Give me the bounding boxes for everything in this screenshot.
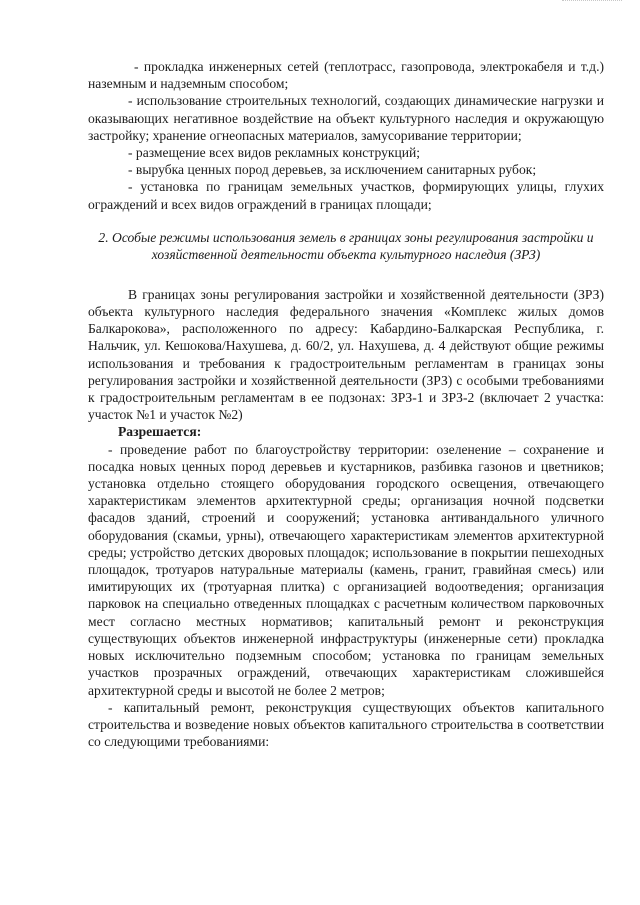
list-item: - размещение всех видов рекламных конструкций; [128, 145, 421, 161]
permitted-item: - капитальный ремонт, реконструкция существующих объектов капитального строительства и возведение новых объектов капитального строительства в соответствии со следующими требованиями: [88, 699, 604, 750]
intro-paragraph: В границах зоны регулирования застройки и хозяйственной деятельности (ЗРЗ) объекта культурного наследия федерального значения «Комплекс жилых домов Балкарокова», расположенного по адресу: Кабардино-Балкарская Республика, г. Нальчик, ул. Кешокова/Нахушева, д. 60/2, ул. Нахушева, д. 4 действуют общие режимы использования и требования к градостроительным регламентам в границах зоны регулирования застройки и хозяйственной деятельности (ЗРЗ) с особыми требованиями к градостроительным регламентам в ее подзонах: ЗРЗ-1 и ЗРЗ-2 (включает 2 участка: участок №1 и участок №2) [88, 286, 604, 423]
list-item: - использование строительных технологий, создающих динамические нагрузки и оказывающих негативное воздействие на объект культурного наследия и окружающую застройку; хранение огнеопасных материалов, замусоривание территории; [88, 93, 604, 143]
section-heading: 2. Особые режимы использования земель в границах зоны регулирования застройки и хозяйственной деятельности объекта культурного наследия (ЗРЗ) [98, 229, 594, 263]
permitted-item: - проведение работ по благоустройству территории: озеленение – сохранение и посадка новых ценных пород деревьев и кустарников, разбивка газонов и цветников; установка отдельно стоящего оборудования городского освещения, отвечающего характеристикам элементов архитектурной среды; организация ночной подсветки фасадов зданий, строений и сооружений; установка антивандального уличного оборудования (скамьи, урны), отвечающего характеристикам элементов архитектурной среды; устройство детских дворовых площадок; использование в покрытии пешеходных площадок, тротуаров натуральные материалы (камень, гранит, гравийная смесь) или имитирующих их (тротуарная плитка) с организацией водоотведения; организация парковок на специально отведенных площадках с расчетным количеством парковочных мест согласно местных нормативов; капитальный ремонт и реконструкция существующих объектов инженерной инфраструктуры (инженерные сети) прокладка новых исключительно подземным способом; установка по границам земельных участков прозрачных ограждений, отвечающих характеристикам сложившейся архитектурной среды и высотой не более 2 метров; [88, 441, 604, 698]
list-item: - установка по границам земельных участков, формирующих улицы, глухих ограждений и всех видов ограждений в границах площади; [88, 179, 604, 212]
scan-artifact [562, 0, 622, 9]
permitted-label: Разрешается: [118, 424, 202, 440]
list-item: - прокладка инженерных сетей (теплотрасс, газопровода, электрокабеля и т.д.) наземным и надземным способом; [88, 59, 604, 92]
list-item: - вырубка ценных пород деревьев, за исключением санитарных рубок; [128, 162, 537, 178]
